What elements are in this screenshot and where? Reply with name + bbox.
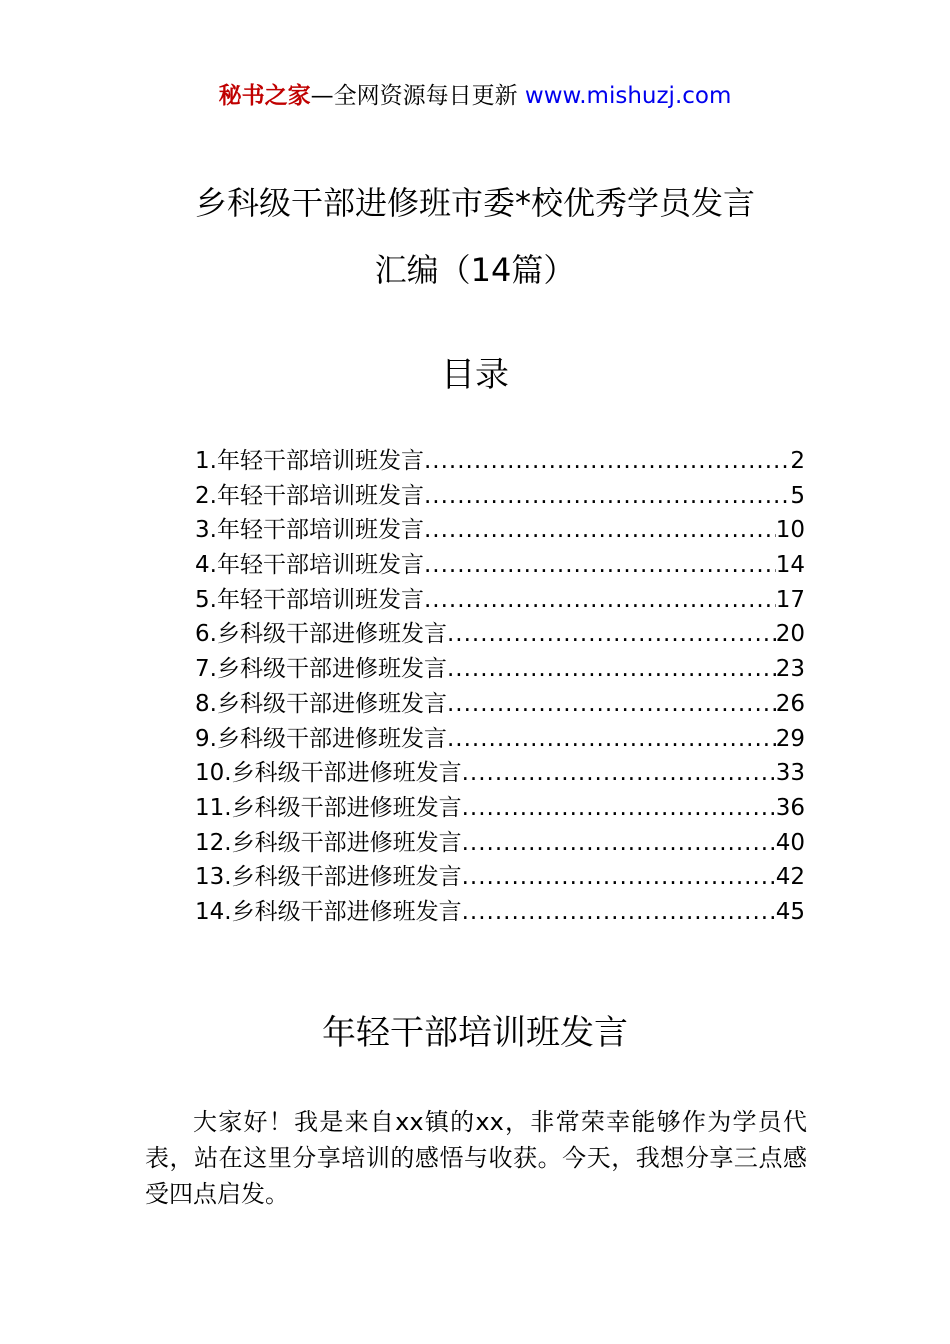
toc-entry-page: 33: [775, 760, 805, 787]
toc-entry[interactable]: [195, 756, 805, 791]
toc-dot-leader: [447, 687, 776, 721]
toc-entry-page: 29: [775, 725, 805, 752]
toc-entry[interactable]: [195, 617, 805, 652]
toc-entry-label: 5.年轻干部培训班发言: [195, 586, 424, 613]
toc-entry-label: 3.年轻干部培训班发言: [195, 517, 424, 544]
toc-entry[interactable]: [195, 444, 805, 479]
toc-entry-label: 2.年轻干部培训班发言: [195, 482, 424, 509]
toc-dot-leader: [462, 791, 776, 825]
site-header: [0, 80, 950, 112]
toc-entry-page: 5: [790, 482, 805, 509]
toc-entry-label: 13.乡科级干部进修班发言: [195, 864, 462, 891]
toc-entry-page: 20: [775, 621, 805, 648]
toc-dot-leader: [424, 444, 790, 478]
toc-dot-leader: [424, 548, 776, 582]
toc-entry[interactable]: [195, 791, 805, 826]
header-tagline: —全网资源每日更新: [310, 83, 518, 109]
toc-entry[interactable]: [195, 860, 805, 895]
toc-dot-leader: [462, 756, 776, 790]
toc-entry-page: 36: [775, 794, 805, 821]
toc-dot-leader: [462, 860, 776, 894]
document-title-line-2: 汇编（14篇）: [374, 251, 576, 289]
toc-entry-label: 4.年轻干部培训班发言: [195, 552, 424, 579]
toc-dot-leader: [447, 652, 776, 686]
toc-dot-leader: [447, 722, 776, 756]
table-of-contents: [195, 444, 805, 930]
toc-entry-page: 2: [790, 448, 805, 474]
toc-entry-label: 9.乡科级干部进修班发言: [195, 725, 447, 752]
toc-entry-label: 7.乡科级干部进修班发言: [195, 656, 447, 683]
toc-dot-leader: [424, 583, 776, 617]
toc-entry-page: 23: [775, 656, 805, 683]
toc-entry-label: 8.乡科级干部进修班发言: [195, 690, 447, 717]
toc-entry-label: 1.年轻干部培训班发言: [195, 448, 424, 474]
toc-dot-leader: [424, 479, 790, 513]
section-title: 年轻干部培训班发言: [322, 1013, 628, 1053]
site-url-link[interactable]: www.mishuzj.com: [524, 83, 732, 109]
toc-entry-label: 12.乡科级干部进修班发言: [195, 829, 462, 856]
body-paragraph: 大家好！我是来自xx镇的xx，非常荣幸能够作为学员代表，站在这里分享培训的感悟与收获。今天，我想分享三点感受四点启发。: [145, 1108, 807, 1208]
toc-dot-leader: [462, 895, 776, 929]
toc-entry-label: 10.乡科级干部进修班发言: [195, 760, 462, 787]
toc-entry-page: 10: [775, 517, 805, 544]
toc-entry-page: 17: [775, 586, 805, 613]
toc-entry[interactable]: [195, 513, 805, 548]
toc-entry[interactable]: [195, 479, 805, 514]
toc-entry[interactable]: [195, 895, 805, 930]
toc-entry-page: 14: [775, 552, 805, 579]
toc-entry-label: 14.乡科级干部进修班发言: [195, 898, 462, 925]
document-title-line-1: 乡科级干部进修班市委*校优秀学员发言: [194, 184, 755, 222]
toc-entry[interactable]: [195, 826, 805, 861]
toc-entry[interactable]: [195, 548, 805, 583]
toc-dot-leader: [462, 826, 776, 860]
toc-entry[interactable]: [195, 652, 805, 687]
toc-entry-page: 26: [775, 690, 805, 717]
toc-entry[interactable]: [195, 722, 805, 757]
toc-heading: 目录: [441, 355, 509, 395]
toc-entry[interactable]: [195, 583, 805, 618]
toc-entry-page: 40: [775, 829, 805, 856]
brand-name: 秘书之家: [218, 83, 311, 109]
toc-entry[interactable]: [195, 687, 805, 722]
toc-dot-leader: [424, 513, 776, 547]
toc-dot-leader: [447, 617, 776, 651]
toc-entry-label: 6.乡科级干部进修班发言: [195, 621, 447, 648]
toc-entry-page: 42: [775, 864, 805, 891]
toc-entry-page: 45: [775, 898, 805, 925]
toc-entry-label: 11.乡科级干部进修班发言: [195, 794, 462, 821]
